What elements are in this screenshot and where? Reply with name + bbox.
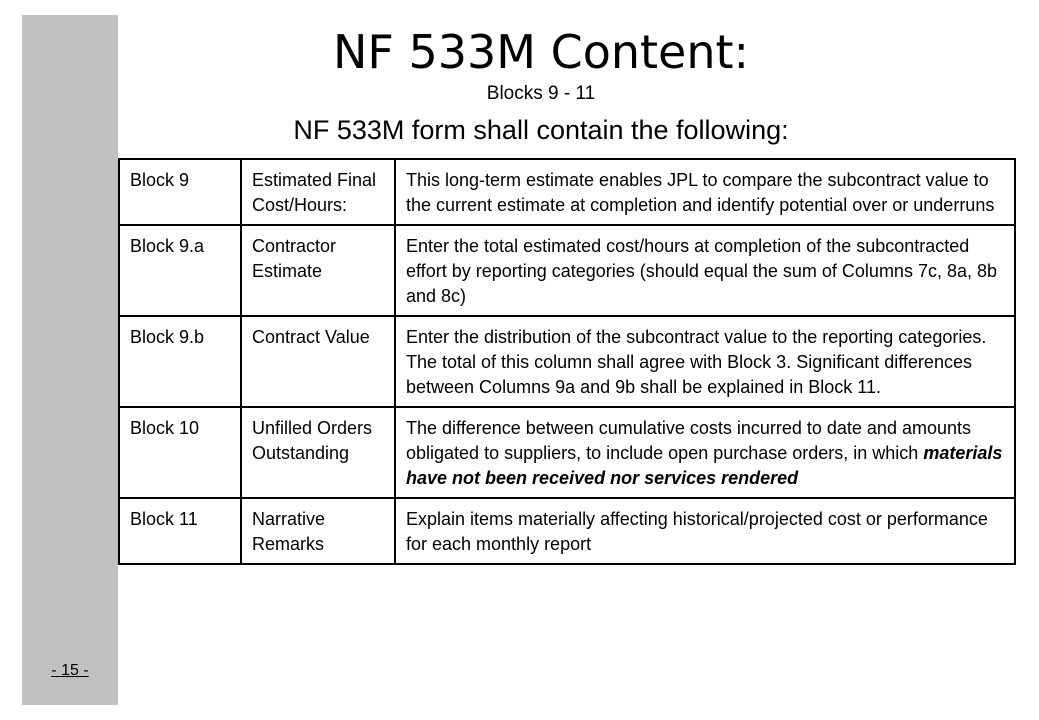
table-row xyxy=(119,225,1015,316)
table-row xyxy=(119,407,1015,498)
slide-title: NF 533M Content: xyxy=(332,25,750,79)
description-text: Enter the distribution of the subcontract value to the reporting categories. The total of this column shall agree with Block 3. Significant differences between Columns 9a and 9b shall be explained in Block 11. xyxy=(406,327,987,397)
block-cell: Block 11 xyxy=(119,498,241,564)
left-sidebar-bar xyxy=(22,15,118,705)
page-number: - 15 - xyxy=(51,662,89,679)
description-text: Explain items materially affecting historical/projected cost or performance for each monthly report xyxy=(406,509,988,554)
table-row xyxy=(119,498,1015,564)
block-description-cell xyxy=(395,498,1015,564)
block-name-cell: Contract Value xyxy=(241,316,395,407)
block-description-cell xyxy=(395,159,1015,225)
description-emphasis: materials have not been received nor services rendered xyxy=(406,443,1003,488)
content-table xyxy=(118,158,1016,565)
block-name-cell: Contractor Estimate xyxy=(241,225,395,316)
intro-text: NF 533M form shall contain the following: xyxy=(293,115,789,145)
table-row xyxy=(119,316,1015,407)
description-text: This long-term estimate enables JPL to compare the subcontract value to the current estimate at completion and identify potential over or underruns xyxy=(406,170,995,215)
block-cell: Block 9.b xyxy=(119,316,241,407)
block-cell: Block 9 xyxy=(119,159,241,225)
description-text: The difference between cumulative costs incurred to date and amounts obligated to suppliers, to include open purchase orders, in which xyxy=(406,418,971,463)
block-description-cell xyxy=(395,225,1015,316)
block-name-cell: Narrative Remarks xyxy=(241,498,395,564)
block-cell: Block 9.a xyxy=(119,225,241,316)
block-description-cell xyxy=(395,316,1015,407)
block-description-cell xyxy=(395,407,1015,498)
slide-subtitle: Blocks 9 - 11 xyxy=(486,83,596,104)
table-row xyxy=(119,159,1015,225)
block-cell: Block 10 xyxy=(119,407,241,498)
block-name-cell: Unfilled Orders Outstanding xyxy=(241,407,395,498)
block-name-cell: Estimated Final Cost/Hours: xyxy=(241,159,395,225)
description-text: Enter the total estimated cost/hours at completion of the subcontracted effort by reporting categories (should equal the sum of Columns 7c, 8a, 8b and 8c) xyxy=(406,236,998,306)
